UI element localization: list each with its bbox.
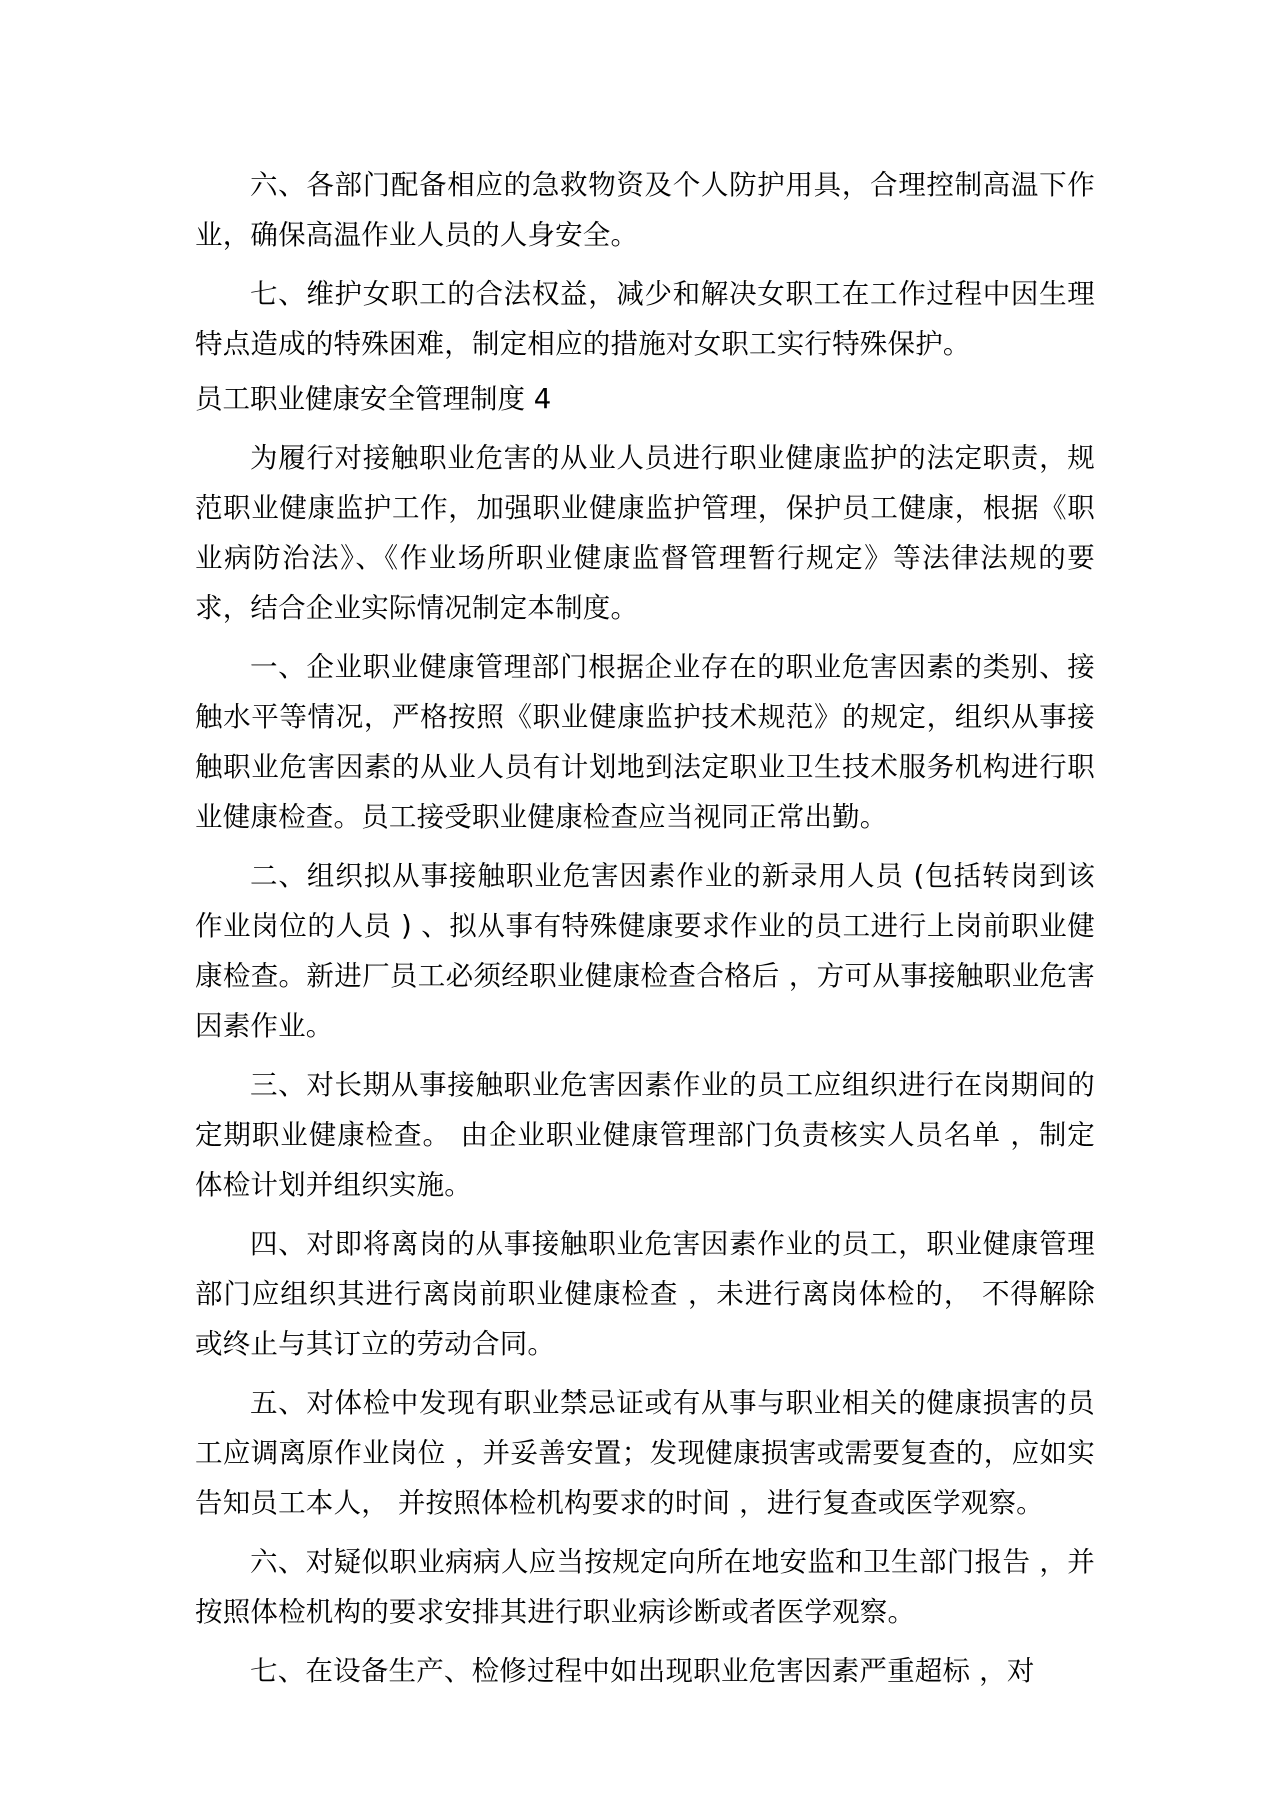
section-title: 员工职业健康安全管理制度 4 — [195, 383, 552, 415]
paragraph-two: 二、组织拟从事接触职业危害因素作业的新录用人员 (包括转岗到该作业岗位的人员 ) 、拟从事有特殊健康要求作业的员工进行上岗前职业健康检查。新进厂员工必须经职业健康检查合格后 ，方可从事接触职业危害因素作业。 — [195, 860, 1095, 1042]
paragraph-four: 四、对即将离岗的从事接触职业危害因素作业的员工，职业健康管理部门应组织其进行离岗前职业健康检查 ，未进行离岗体检的， 不得解除或终止与其订立的劳动合同。 — [195, 1228, 1095, 1360]
paragraph-six-heat-protection: 六、各部门配备相应的急救物资及个人防护用具，合理控制高温下作业，确保高温作业人员的人身安全。 — [195, 169, 1095, 251]
document-body — [195, 160, 1095, 1705]
paragraph-intro: 为履行对接触职业危害的从业人员进行职业健康监护的法定职责，规范职业健康监护工作，加强职业健康监护管理，保护员工健康，根据《职业病防治法》、《作业场所职业健康监督管理暂行规定》等法律法规的要求，结合企业实际情况制定本制度。 — [195, 442, 1095, 624]
paragraph-five: 五、对体检中发现有职业禁忌证或有从事与职业相关的健康损害的员工应调离原作业岗位 ，并妥善安置；发现健康损害或需要复查的，应如实告知员工本人， 并按照体检机构要求的时间 ，进行复查或医学观察。 — [195, 1387, 1095, 1519]
paragraph-three: 三、对长期从事接触职业危害因素作业的员工应组织进行在岗期间的定期职业健康检查。 由企业职业健康管理部门负责核实人员名单 ，制定体检计划并组织实施。 — [195, 1069, 1095, 1201]
paragraph-seven: 七、在设备生产、检修过程中如出现职业危害因素严重超标 ，对 — [250, 1655, 1035, 1687]
paragraph-one: 一、企业职业健康管理部门根据企业存在的职业危害因素的类别、接触水平等情况，严格按照《职业健康监护技术规范》的规定，组织从事接触职业危害因素的从业人员有计划地到法定职业卫生技术服务机构进行职业健康检查。员工接受职业健康检查应当视同正常出勤。 — [195, 651, 1095, 833]
paragraph-seven-female-workers: 七、维护女职工的合法权益，减少和解决女职工在工作过程中因生理特点造成的特殊困难，制定相应的措施对女职工实行特殊保护。 — [195, 278, 1095, 360]
paragraph-six: 六、对疑似职业病病人应当按规定向所在地安监和卫生部门报告 ，并按照体检机构的要求安排其进行职业病诊断或者医学观察。 — [195, 1546, 1095, 1628]
